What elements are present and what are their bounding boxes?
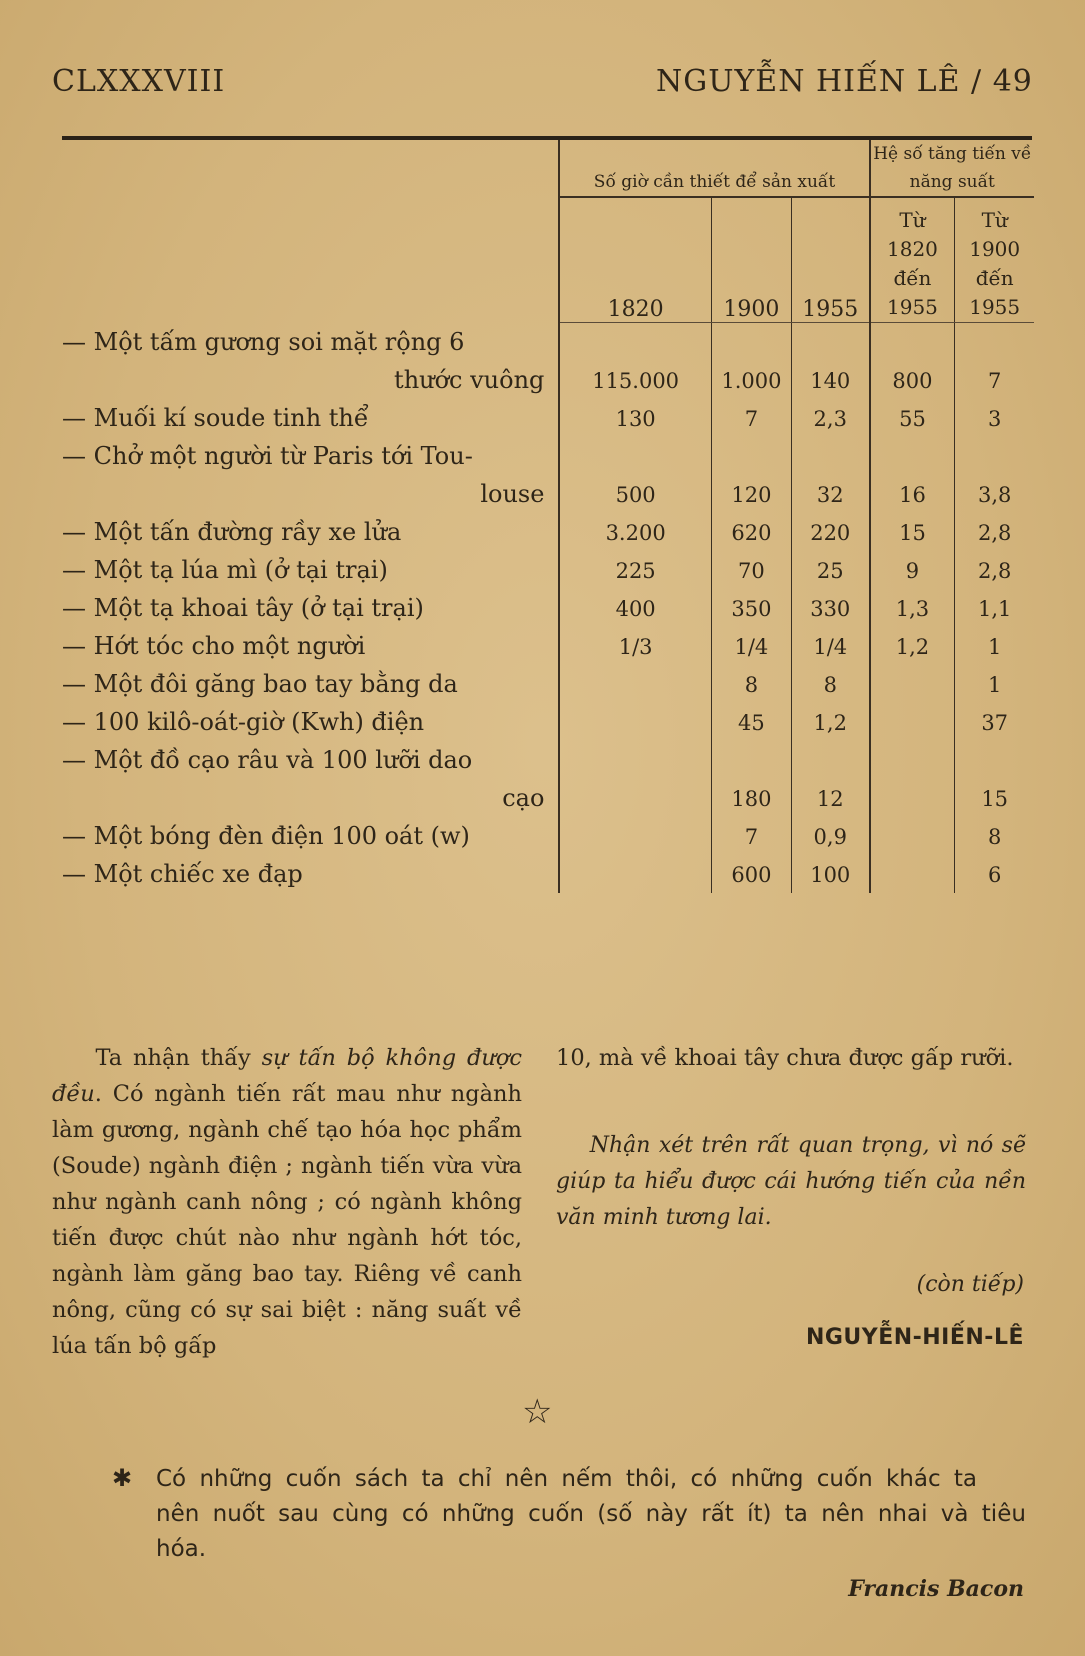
quote-block bbox=[112, 1462, 1028, 1567]
row-label bbox=[62, 665, 559, 703]
row-label bbox=[62, 437, 559, 513]
row-label-line: — Một bóng đèn điện 100 oát (w) bbox=[62, 821, 470, 850]
row-label bbox=[62, 855, 559, 893]
ratio-1900-1955: 2,8 bbox=[955, 551, 1034, 589]
star-ornament-icon: ☆ bbox=[522, 1392, 553, 1432]
value-1955: 25 bbox=[791, 551, 869, 589]
row-label bbox=[62, 323, 559, 399]
year-header: 1820 bbox=[559, 197, 711, 323]
ratio-1820-1955 bbox=[870, 665, 955, 703]
ratio-1900-1955: 3,8 bbox=[955, 437, 1034, 513]
range-header bbox=[955, 197, 1034, 323]
row-label-line: — Một chiếc xe đạp bbox=[62, 859, 303, 888]
value-1820: 225 bbox=[559, 551, 711, 589]
table-row bbox=[62, 513, 1034, 551]
value-1955: 1,2 bbox=[791, 703, 869, 741]
table-row bbox=[62, 551, 1034, 589]
table-row bbox=[62, 323, 1034, 399]
range-word: đến bbox=[975, 266, 1014, 290]
row-label-line: — Chở một người từ Paris tới Tou- bbox=[62, 441, 473, 470]
value-1820 bbox=[559, 741, 711, 817]
value-1955: 0,9 bbox=[791, 817, 869, 855]
value-1900: 180 bbox=[711, 741, 791, 817]
row-label bbox=[62, 399, 559, 437]
row-label-line: — Một đôi găng bao tay bằng da bbox=[62, 669, 458, 698]
table-corner bbox=[62, 140, 559, 197]
table-row bbox=[62, 817, 1034, 855]
value-1900: 620 bbox=[711, 513, 791, 551]
ratio-1820-1955: 15 bbox=[870, 513, 955, 551]
ratio-1900-1955: 6 bbox=[955, 855, 1034, 893]
ratio-1900-1955: 37 bbox=[955, 703, 1034, 741]
value-1820 bbox=[559, 665, 711, 703]
row-label bbox=[62, 817, 559, 855]
range-header bbox=[870, 197, 955, 323]
row-label-continuation: louse bbox=[480, 479, 545, 508]
quote-text: Có những cuốn sách ta chỉ nên nếm thôi, có những cuốn khác ta nên nuốt sau cùng có những cuốn (số này rất ít) ta nên nhai và tiêu hóa. bbox=[156, 1466, 1026, 1562]
body-paragraph-conclusion bbox=[556, 1128, 1026, 1236]
value-1820: 400 bbox=[559, 589, 711, 627]
emphasis-text: sự tấn bộ không được đều bbox=[52, 1045, 522, 1107]
range-year: 1900 bbox=[969, 237, 1021, 261]
row-label bbox=[62, 513, 559, 551]
range-year: 1955 bbox=[887, 295, 938, 319]
row-label bbox=[62, 741, 559, 817]
text-run: Nhận xét trên rất quan trọng, vì nó sẽ giúp ta hiểu được cái hướng tiến của nền văn minh tương lai. bbox=[556, 1133, 1026, 1230]
ratio-1900-1955: 7 bbox=[955, 323, 1034, 399]
value-1900: 45 bbox=[711, 703, 791, 741]
value-1955: 100 bbox=[791, 855, 869, 893]
range-year: 1955 bbox=[969, 295, 1021, 319]
row-label-line: — Muối kí soude tinh thể bbox=[62, 403, 369, 432]
value-1955: 2,3 bbox=[791, 399, 869, 437]
text-run: Ta nhận thấy bbox=[95, 1045, 262, 1071]
ratio-1820-1955: 55 bbox=[870, 399, 955, 437]
range-word: đến bbox=[893, 266, 932, 290]
value-1900: 1.000 bbox=[711, 323, 791, 399]
table-group-header-row bbox=[62, 140, 1034, 197]
value-1820: 3.200 bbox=[559, 513, 711, 551]
value-1955: 32 bbox=[791, 437, 869, 513]
row-label bbox=[62, 551, 559, 589]
page-section-number: CLXXXVIII bbox=[52, 64, 226, 99]
year-header: 1955 bbox=[791, 197, 869, 323]
table-row bbox=[62, 589, 1034, 627]
group-header-ratio: Hệ số tăng tiến về năng suất bbox=[870, 140, 1034, 197]
value-1820: 500 bbox=[559, 437, 711, 513]
ratio-1820-1955 bbox=[870, 817, 955, 855]
table-corner-2 bbox=[62, 197, 559, 323]
value-1820: 1/3 bbox=[559, 627, 711, 665]
table-row bbox=[62, 741, 1034, 817]
value-1820: 130 bbox=[559, 399, 711, 437]
row-label-continuation: cạo bbox=[502, 783, 545, 812]
table-row bbox=[62, 855, 1034, 893]
to-be-continued: (còn tiếp) bbox=[916, 1272, 1024, 1297]
value-1900: 8 bbox=[711, 665, 791, 703]
ratio-1820-1955 bbox=[870, 855, 955, 893]
ratio-1900-1955: 3 bbox=[955, 399, 1034, 437]
value-1900: 600 bbox=[711, 855, 791, 893]
row-label-line: — Một đồ cạo râu và 100 lưỡi dao bbox=[62, 745, 473, 774]
ratio-1820-1955: 800 bbox=[870, 323, 955, 399]
row-label-line: — Một tạ khoai tây (ở tại trại) bbox=[62, 593, 424, 622]
table-row bbox=[62, 399, 1034, 437]
row-label bbox=[62, 589, 559, 627]
row-label bbox=[62, 703, 559, 741]
value-1955: 140 bbox=[791, 323, 869, 399]
value-1955: 330 bbox=[791, 589, 869, 627]
range-year: 1820 bbox=[887, 237, 938, 261]
table-row bbox=[62, 703, 1034, 741]
ratio-1820-1955 bbox=[870, 703, 955, 741]
row-label bbox=[62, 627, 559, 665]
body-paragraph-right: 10, mà về khoai tây chưa được gấp rưỡi. bbox=[556, 1045, 1014, 1071]
range-word: Từ bbox=[981, 208, 1008, 232]
ratio-1820-1955: 1,2 bbox=[870, 627, 955, 665]
ratio-1820-1955: 16 bbox=[870, 437, 955, 513]
ratio-1820-1955: 1,3 bbox=[870, 589, 955, 627]
ratio-1900-1955: 1 bbox=[955, 665, 1034, 703]
table-year-header-row bbox=[62, 197, 1034, 323]
range-word: Từ bbox=[899, 208, 926, 232]
value-1820 bbox=[559, 703, 711, 741]
value-1900: 120 bbox=[711, 437, 791, 513]
table-row bbox=[62, 437, 1034, 513]
value-1955: 12 bbox=[791, 741, 869, 817]
value-1820: 115.000 bbox=[559, 323, 711, 399]
value-1955: 8 bbox=[791, 665, 869, 703]
productivity-table bbox=[62, 140, 1034, 893]
table-row bbox=[62, 627, 1034, 665]
ratio-1900-1955: 1,1 bbox=[955, 589, 1034, 627]
value-1900: 7 bbox=[711, 817, 791, 855]
row-label-line: — Một tạ lúa mì (ở tại trại) bbox=[62, 555, 388, 584]
row-label-line: — 100 kilô-oát-giờ (Kwh) điện bbox=[62, 707, 425, 736]
ratio-1900-1955: 2,8 bbox=[955, 513, 1034, 551]
value-1955: 1/4 bbox=[791, 627, 869, 665]
text-run: . Có ngành tiến rất mau như ngành làm gương, ngành chế tạo hóa học phẩm (Soude) ngành điện ; ngành tiến vừa vừa như ngành canh nông ; có ngành không tiến được chút nào như ngành hớt tóc, ngành làm găng bao tay. Riêng về canh nông, cũng có sự sai biệt : năng suất về lúa tấn bộ gấp bbox=[52, 1081, 522, 1359]
value-1820 bbox=[559, 855, 711, 893]
ratio-1900-1955: 1 bbox=[955, 627, 1034, 665]
row-label-line: — Một tấn đường rầy xe lửa bbox=[62, 517, 402, 546]
quote-author: Francis Bacon bbox=[848, 1576, 1024, 1602]
body-paragraph-left bbox=[52, 1040, 522, 1364]
value-1900: 350 bbox=[711, 589, 791, 627]
group-header-hours: Số giờ cần thiết để sản xuất bbox=[559, 140, 869, 197]
page-header-title: NGUYỄN HIẾN LÊ / 49 bbox=[656, 64, 1033, 99]
value-1955: 220 bbox=[791, 513, 869, 551]
ratio-1820-1955 bbox=[870, 741, 955, 817]
table-row bbox=[62, 665, 1034, 703]
asterisk-icon: ✱ bbox=[112, 1464, 133, 1492]
ratio-1900-1955: 8 bbox=[955, 817, 1034, 855]
table-body bbox=[62, 323, 1034, 893]
ratio-1900-1955: 15 bbox=[955, 741, 1034, 817]
author-signature: NGUYỄN-HIẾN-LÊ bbox=[805, 1325, 1024, 1350]
value-1900: 7 bbox=[711, 399, 791, 437]
row-label-line: — Hớt tóc cho một người bbox=[62, 631, 366, 660]
year-header: 1900 bbox=[711, 197, 791, 323]
value-1820 bbox=[559, 817, 711, 855]
row-label-continuation: thước vuông bbox=[394, 365, 545, 394]
row-label-line: — Một tấm gương soi mặt rộng 6 bbox=[62, 327, 465, 356]
ratio-1820-1955: 9 bbox=[870, 551, 955, 589]
value-1900: 70 bbox=[711, 551, 791, 589]
value-1900: 1/4 bbox=[711, 627, 791, 665]
